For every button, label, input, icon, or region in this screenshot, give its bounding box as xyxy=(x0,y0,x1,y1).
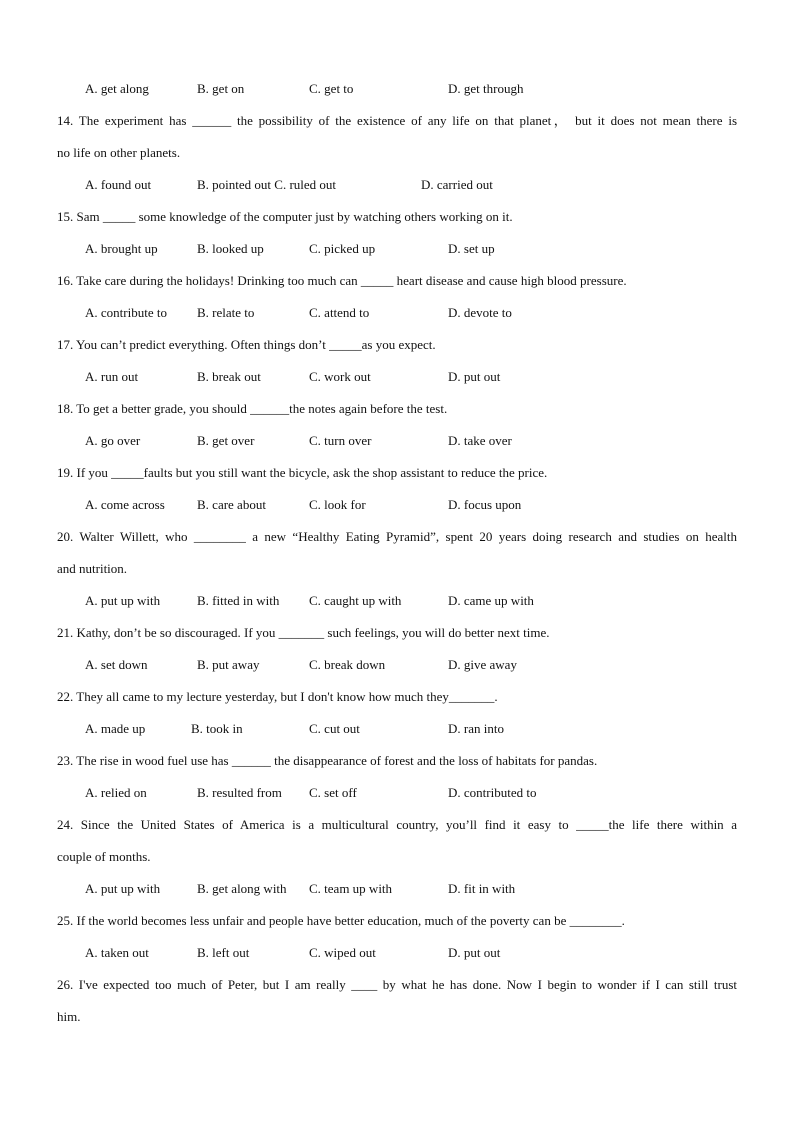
option-d: D. fit in with xyxy=(448,881,516,896)
option-b: B. care about xyxy=(197,497,266,512)
option-a: A. contribute to xyxy=(85,305,167,320)
options-q22 xyxy=(85,720,645,738)
question-22-stem: 22. They all came to my lecture yesterday, but I don't know how much they_______. xyxy=(57,689,498,704)
option-c: C. team up with xyxy=(309,881,393,896)
option-c: C. picked up xyxy=(309,241,376,256)
option-d: D. ran into xyxy=(448,721,504,736)
option-c: C. break down xyxy=(309,657,386,672)
option-c: C. look for xyxy=(309,497,366,512)
option-d: D. put out xyxy=(448,369,501,384)
option-d: D. set up xyxy=(448,241,495,256)
option-b: B. left out xyxy=(197,945,250,960)
option-b: B. get along with xyxy=(197,881,287,896)
option-a: A. made up xyxy=(85,721,146,736)
question-14-stem-cont: no life on other planets. xyxy=(57,145,181,160)
option-a: A. go over xyxy=(85,433,141,448)
options-q24 xyxy=(85,880,645,898)
option-c: C. work out xyxy=(309,369,371,384)
option-d: D. put out xyxy=(448,945,501,960)
option-b: B. get on xyxy=(197,81,245,96)
options-q23 xyxy=(85,784,645,802)
option-b: B. fitted in with xyxy=(197,593,280,608)
option-a: A. set down xyxy=(85,657,148,672)
option-b: B. break out xyxy=(197,369,261,384)
options-q15 xyxy=(85,240,645,258)
option-b: B. put away xyxy=(197,657,260,672)
option-d: D. focus upon xyxy=(448,497,522,512)
option-b: B. resulted from xyxy=(197,785,282,800)
option-a: A. relied on xyxy=(85,785,147,800)
question-26-stem: 26. I've expected too much of Peter, but I am really ____ by what he has done. Now I begin to wonder if I can still trust xyxy=(57,977,737,992)
question-21-stem: 21. Kathy, don’t be so discouraged. If you _______ such feelings, you will do better next time. xyxy=(57,625,550,640)
option-b: B. get over xyxy=(197,433,255,448)
question-17-stem: 17. You can’t predict everything. Often things don’t _____as you expect. xyxy=(57,337,436,352)
option-d: D. get through xyxy=(448,81,524,96)
options-q25 xyxy=(85,944,645,962)
question-25-stem: 25. If the world becomes less unfair and people have better education, much of the poverty can be ________. xyxy=(57,913,625,928)
option-a: A. put up with xyxy=(85,593,161,608)
option-b-c: B. pointed out C. ruled out xyxy=(197,177,337,192)
options-q14 xyxy=(85,176,645,194)
question-20-stem: 20. Walter Willett, who ________ a new “Healthy Eating Pyramid”, spent 20 years doing research and studies on health xyxy=(57,529,737,544)
option-a: A. come across xyxy=(85,497,165,512)
question-15-stem: 15. Sam _____ some knowledge of the computer just by watching others working on it. xyxy=(57,209,513,224)
option-a: A. get along xyxy=(85,81,149,96)
options-q20 xyxy=(85,592,645,610)
option-a: A. run out xyxy=(85,369,139,384)
option-a: A. found out xyxy=(85,177,152,192)
option-b: B. took in xyxy=(191,721,243,736)
question-24-stem: 24. Since the United States of America is a multicultural country, you’ll find it easy to _____the life there within a xyxy=(57,817,737,832)
option-c: C. wiped out xyxy=(309,945,376,960)
options-q21 xyxy=(85,656,645,674)
options-q17 xyxy=(85,368,645,386)
question-16-stem: 16. Take care during the holidays! Drinking too much can _____ heart disease and cause high blood pressure. xyxy=(57,273,627,288)
question-14-stem: 14. The experiment has ______ the possibility of the existence of any life on that planet， but it does not mean there is xyxy=(57,113,737,128)
option-c: C. set off xyxy=(309,785,357,800)
question-19-stem: 19. If you _____faults but you still want the bicycle, ask the shop assistant to reduce the price. xyxy=(57,465,548,480)
option-a: A. brought up xyxy=(85,241,158,256)
option-d: D. give away xyxy=(448,657,517,672)
option-d: D. take over xyxy=(448,433,512,448)
option-c: C. caught up with xyxy=(309,593,402,608)
option-c: C. cut out xyxy=(309,721,360,736)
option-d: D. carried out xyxy=(421,177,493,192)
option-b: B. relate to xyxy=(197,305,255,320)
options-q19 xyxy=(85,496,645,514)
question-26-stem-cont: him. xyxy=(57,1009,81,1024)
option-b: B. looked up xyxy=(197,241,264,256)
question-24-stem-cont: couple of months. xyxy=(57,849,151,864)
option-c: C. get to xyxy=(309,81,354,96)
options-q13 xyxy=(85,80,645,98)
option-a: A. taken out xyxy=(85,945,149,960)
question-18-stem: 18. To get a better grade, you should ______the notes again before the test. xyxy=(57,401,448,416)
options-q18 xyxy=(85,432,645,450)
option-d: D. devote to xyxy=(448,305,512,320)
option-d: D. contributed to xyxy=(448,785,537,800)
option-c: C. turn over xyxy=(309,433,372,448)
question-20-stem-cont: and nutrition. xyxy=(57,561,128,576)
option-d: D. came up with xyxy=(448,593,534,608)
option-c: C. attend to xyxy=(309,305,370,320)
option-a: A. put up with xyxy=(85,881,161,896)
options-q16 xyxy=(85,304,645,322)
question-23-stem: 23. The rise in wood fuel use has ______ the disappearance of forest and the loss of habitats for pandas. xyxy=(57,753,598,768)
